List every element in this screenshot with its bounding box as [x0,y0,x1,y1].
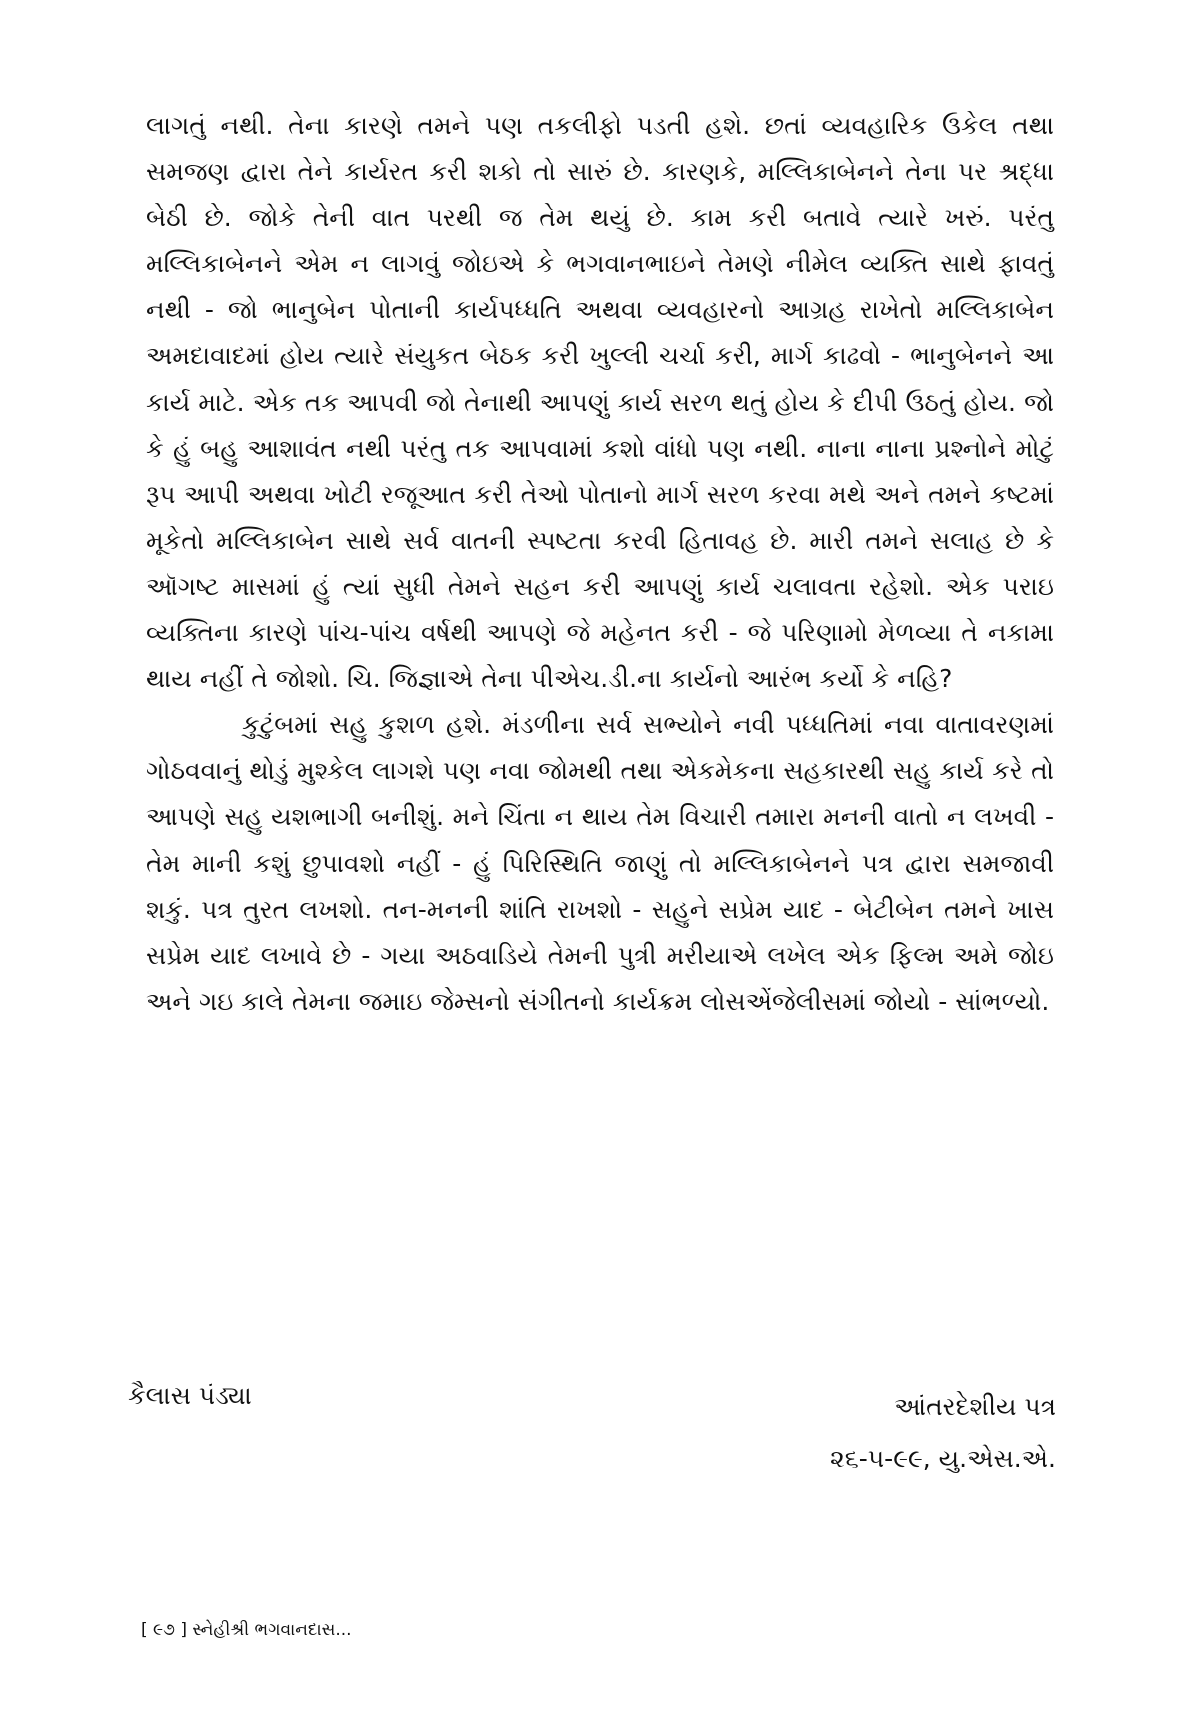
letter-date-place: ૨૬-૫-૯૯, યુ.એસ.એ. [830,1444,1056,1473]
letter-meta [830,1381,1056,1485]
signature-name: કૈલાસ પંડ્યા [128,1381,252,1410]
letter-paragraph-2: કુટુંબમાં સહુ કુશળ હશે. મંડળીના સર્વ સભ્યોને નવી પધ્ધતિમાં નવા વાતાવરણમાં ગોઠવવાનું થોડું મુશ્કેલ લાગશે પણ નવા જોમથી તથા એકમેકના સહકારથી સહુ કાર્ય કરે તો આપણે સહુ યશભાગી બનીશું. મને ચિંતા ન થાય તેમ વિચારી તમારા મનની વાતો ન લખવી - તેમ માની કશું છુપાવશો નહીં - હું પિરિસ્થિતિ જાણું તો મલ્લિકાબેનને પત્ર દ્વારા સમજાવી શકું. પત્ર તુરત લખશો. તન-મનની શાંતિ રાખશો - સહુને સપ્રેમ યાદ - બેટીબેન તમને ખાસ સપ્રેમ યાદ લખાવે છે - ગયા અઠવાડિયે તેમની પુત્રી મરીયાએ લખેલ એક ફિલ્મ અમે જોઇ અને ગઇ કાલે તેમના જમાઇ જેમ્સનો સંગીતનો કાર્યક્રમ લોસએંજેલીસમાં જોયો - સાંભળ્યો. [146,710,1054,1016]
page-footer: [ ૯૭ ] સ્નેહીશ્રી ભગવાનદાસ... [141,1620,352,1640]
letter-paragraph-1: લાગતું નથી. તેના કારણે તમને પણ તકલીફો પડતી હશે. છતાં વ્યવહારિક ઉકેલ તથા સમજણ દ્વારા તેને કાર્યરત કરી શકો તો સારું છે. કારણકે, મલ્લિકાબેનને તેના પર શ્રદ્ધા બેઠી છે. જોકે તેની વાત પરથી જ તેમ થયું છે. કામ કરી બતાવે ત્યારે ખરું. પરંતુ મલ્લિકાબેનને એમ ન લાગવું જોઇએ કે ભગવાનભાઇને તેમણે નીમેલ વ્યક્તિ સાથે ફાવતું નથી - જો ભાનુબેન પોતાની કાર્યપધ્ધતિ અથવા વ્યવહારનો આગ્રહ રાખેતો મલ્લિકાબેન અમદાવાદમાં હોય ત્યારે સંયુકત બેઠક કરી ખુલ્લી ચર્ચા કરી, માર્ગ કાઢવો - ભાનુબેનને આ કાર્ય માટે. એક તક આપવી જો તેનાથી આપણું કાર્ય સરળ થતું હોય કે દીપી ઉઠતું હોય. જો કે હું બહુ આશાવંત નથી પરંતુ તક આપવામાં કશો વાંધો પણ નથી. નાના નાના પ્રશ્નોને મોટું રૂપ આપી અથવા ખોટી રજૂઆત કરી તેઓ પોતાનો માર્ગ સરળ કરવા મથે અને તમને કષ્ટમાં મૂકેતો મલ્લિકાબેન સાથે સર્વ વાતની સ્પષ્ટતા કરવી હિતાવહ છે. મારી તમને સલાહ છે કે ઑગષ્ટ માસમાં હું ત્યાં સુધી તેમને સહન કરી આપણું કાર્ય ચલાવતા રહેશો. એક પરાઇ વ્યક્તિના કારણે પાંચ-પાંચ વર્ષથી આપણે જે મહેનત કરી - જે પરિણામો મેળવ્યા તે નકામા થાય નહીં તે જોશો. ચિ. જિજ્ઞાએ તેના પીએચ.ડી.ના કાર્યનો આરંભ કર્યો કે નહિ? [146,111,1054,694]
letter-type: આંતરદેશીય પત્ર [894,1392,1056,1421]
letter-body [146,103,1054,1025]
